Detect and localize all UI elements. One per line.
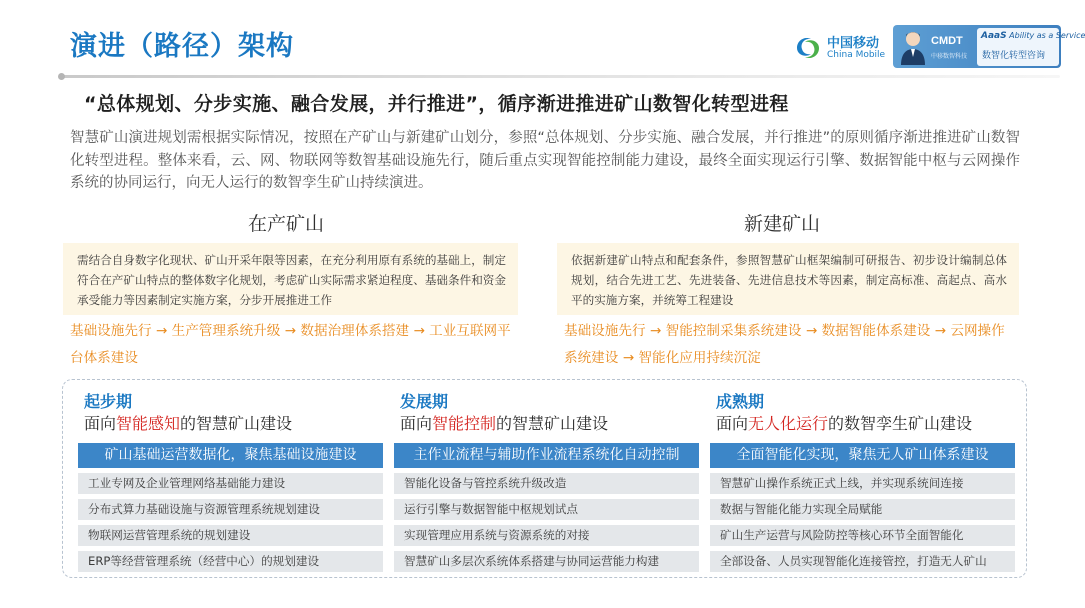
cmdt-description: 数智化转型咨询 <box>982 51 1046 61</box>
existing-mine-title: 在产矿山 <box>248 213 325 235</box>
page-title: 演进（路径）架构 <box>70 31 294 62</box>
stage-highlight: 智能感知 <box>116 414 181 433</box>
existing-mine-description: 需结合自身数字化现状、矿山开采年限等因素，在充分利用原有系统的基础上，制定符合在产矿山特点的整体数字化规划，考虑矿山实际需求紧迫程度、基础条件和资金承受能力等因素制定实施方案，分步开展推进工作 <box>63 243 518 315</box>
stage-name: 发展期 <box>400 392 449 411</box>
cmdt-info-panel <box>977 28 1085 66</box>
logo-name-cn: 中国移动 <box>827 36 880 51</box>
stage-mature <box>710 391 1015 572</box>
aaas-line <box>981 31 1085 41</box>
cmdt-badge <box>893 25 1085 68</box>
stage-item: 运行引擎与数据智能中枢规划试点 <box>394 499 699 520</box>
aaas-label: AaaS <box>981 31 1007 41</box>
stage-description: 面向无人化运行的数智孪生矿山建设 <box>716 414 973 433</box>
china-mobile-logo <box>793 30 893 66</box>
stage-item: 智能化设备与管控系统升级改造 <box>394 473 699 494</box>
intro-paragraph: 智慧矿山演进规划需根据实际情况，按照在产矿山与新建矿山划分，参照“总体规划、分步实施、融合发展，并行推进”的原则循序渐进推进矿山数智化转型进程。整体来看，云、网、物联网等数智基础设施先行，随后重点实现智能控制能力建设，最终全面实现运行引擎、数据智能中枢与云网操作系统的协同运行，向无人运行的数智孪生矿山持续演进。 <box>70 130 1020 191</box>
cmdt-sub: 中移数智科技 <box>931 53 968 60</box>
stage-item: 实现管理应用系统与资源系统的对接 <box>394 525 699 546</box>
stage-name: 成熟期 <box>716 392 765 411</box>
stage-description: 面向智能感知的智慧矿山建设 <box>84 414 293 433</box>
stage-item: 分布式算力基础设施与资源管理系统规划建设 <box>78 499 383 520</box>
stage-item: 智慧矿山多层次系统体系搭建与协同运营能力构建 <box>394 551 699 572</box>
stage-focus-bar: 矿山基础运营数据化，聚焦基础设施建设 <box>78 443 383 468</box>
divider-dot <box>58 73 65 80</box>
stage-highlight: 智能控制 <box>432 414 497 433</box>
new-mine-path: 基础设施先行 → 智能控制采集系统建设 → 数据智能体系建设 → 云网操作系统建设 → 智能化应用持续沉淀 <box>564 323 1005 366</box>
stage-item: 物联网运营管理系统的规划建设 <box>78 525 383 546</box>
china-mobile-logo-icon <box>793 34 823 62</box>
stage-development <box>394 391 699 572</box>
existing-mine-path: 基础设施先行 → 生产管理系统升级 → 数据治理体系搭建 → 工业互联网平台体系建设 <box>70 323 511 366</box>
logo-name-en: China Mobile <box>827 50 886 60</box>
stage-focus-bar: 主作业流程与辅助作业流程系统化自动控制 <box>394 443 699 468</box>
slide-subtitle: “总体规划、分步实施、融合发展，并行推进”，循序渐进推进矿山数智化转型进程 <box>84 93 789 115</box>
new-mine-title: 新建矿山 <box>744 213 821 235</box>
stage-highlight: 无人化运行 <box>748 414 829 433</box>
stage-description: 面向智能控制的智慧矿山建设 <box>400 414 609 433</box>
stage-item: 全部设备、人员实现智能化连接管控，打造无人矿山 <box>710 551 1015 572</box>
stage-item: 矿山生产运营与风险防控等核心环节全面智能化 <box>710 525 1015 546</box>
stage-item: 数据与智能化能力实现全局赋能 <box>710 499 1015 520</box>
stage-focus-bar: 全面智能化实现，聚焦无人矿山体系建设 <box>710 443 1015 468</box>
stage-item: 智慧矿山操作系统正式上线，并实现系统间连接 <box>710 473 1015 494</box>
consultant-avatar-icon <box>899 29 927 65</box>
stage-startup <box>78 391 383 572</box>
stage-name: 起步期 <box>84 392 133 411</box>
stage-item: ERP等经营管理系统（经营中心）的规划建设 <box>78 551 383 572</box>
stage-item: 工业专网及企业管理网络基础能力建设 <box>78 473 383 494</box>
aaas-tagline: Ability as a Service <box>1009 31 1085 40</box>
new-mine-description: 依据新建矿山特点和配套条件，参照智慧矿山框架编制可研报告、初步设计编制总体规划，结合先进工艺、先进装备、先进信息技术等因素，制定高标准、高起点、高水平的实施方案，并统筹工程建设 <box>557 243 1019 315</box>
title-divider <box>60 75 1060 78</box>
cmdt-name: CMDT <box>931 35 963 47</box>
